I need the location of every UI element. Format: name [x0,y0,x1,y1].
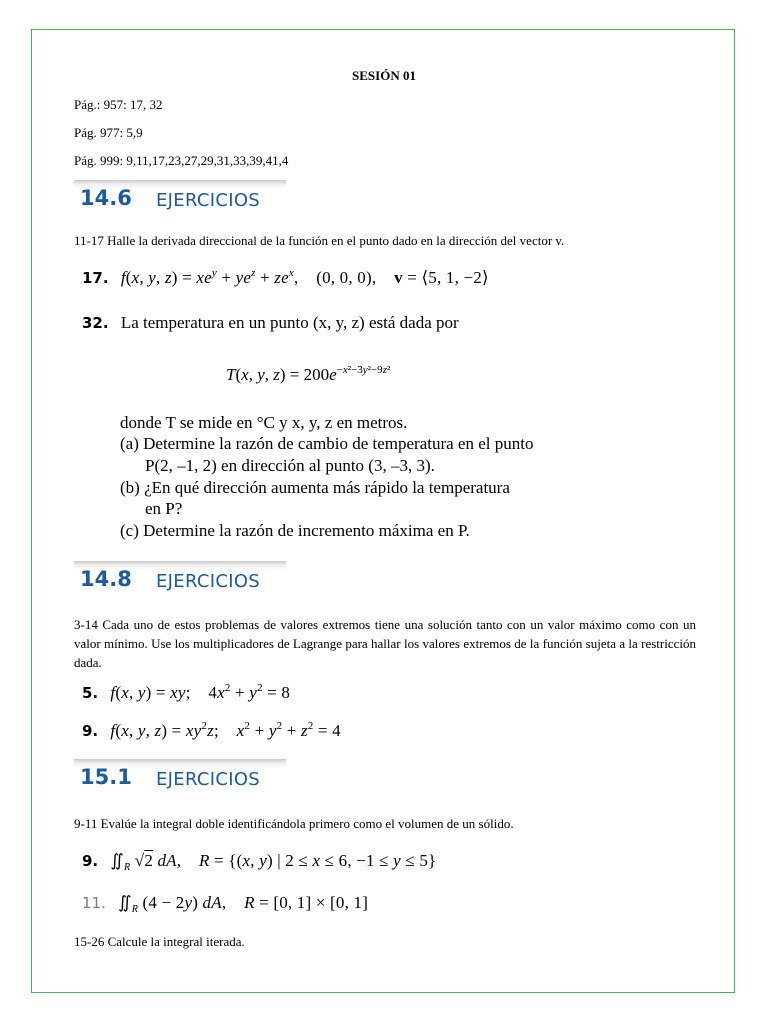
section-word: EJERCICIOS [156,571,261,592]
problem-17 [82,268,489,288]
page-ref-3: Pág. 999: 9,11,17,23,27,29,31,33,39,41,4 [74,153,289,168]
part-b-cont: en P? [145,499,183,518]
section-word: EJERCICIOS [156,769,261,790]
section-heading-15-1 [74,759,286,795]
problem-number: 5. [82,684,99,702]
page-ref-1: Pág.: 957: 17, 32 [74,97,163,112]
page-ref-2: Pág. 977: 5,9 [74,125,143,140]
instruction-14-6: 11-17 Halle la derivada direccional de la función en el punto dado en la dirección del vector v. [74,233,565,248]
instruction-14-8: 3-14 Cada uno de estos problemas de valores extremos tiene una solución tanto con un valor máximo como con un valor mínimo. Use los multiplicadores de Lagrange para hallar los valores extremos de la función sujeta a la restricción dada. [74,617,696,670]
section-number: 14.6 [80,186,132,210]
problem-number: 32. [82,314,109,332]
instruction-15-1: 9-11 Evalúe la integral doble identificándola primero como el volumen de un sólido. [74,816,514,831]
section-number: 15.1 [80,765,132,789]
problem-number: 9. [82,722,99,740]
problem-number: 17. [82,269,109,287]
problem-9-lagrange [82,721,341,741]
part-b: (b) ¿En qué dirección aumenta más rápido la temperatura [120,478,510,497]
problem-number: 11. [82,894,106,912]
part-a-cont: P(2, –1, 2) en dirección al punto (3, –3, 3). [145,456,435,475]
problem-expression: $∬_R$ (4 − 2y) dA, R = [0, 1] × [0, 1] [118,893,369,915]
part-a: (a) Determine la razón de cambio de temperatura en el punto [120,434,534,453]
problem-number: 9. [82,852,99,870]
section-number: 14.8 [80,567,132,591]
problem-expression: f(x, y, $z) = xy^2z$; $x^2 + y^2 + z^2 = 4$ [110,720,341,740]
problem-expression: f(x, y) = xy; $4x^2 + y^2 = 8$ [110,682,291,702]
problem-32-body: donde T se mide en °C y x, y, z en metros. [120,413,408,432]
problem-32 [82,313,459,333]
page-border [31,29,735,993]
problem-expression: f(x, y, $z) = xe^y + ye^z + ze^x$, (0, 0, 0), v = ⟨5, 1, −2⟩ [120,267,489,287]
problem-9-integral [82,851,436,871]
problem-5 [82,683,290,703]
section-heading-14-8 [74,561,286,597]
part-c: (c) Determine la razón de incremento máxima en P. [120,521,470,540]
instruction-iterated: 15-26 Calcule la integral iterada. [74,934,245,949]
section-heading-14-6 [74,180,286,216]
problem-intro: La temperatura en un punto (x, y, z) está dada por [120,313,459,332]
problem-expression: $∬_R$ √2 dA, R = {(x, y) | 2 ≤ x ≤ 6, −1 ≤ y ≤ 5} [110,851,437,873]
document-title: SESIÓN 01 [352,68,416,83]
temperature-formula: T(x, y, $z) = 200e^{-x^2-3y^2-9z^2}$ [226,364,391,384]
problem-11-integral [82,893,368,913]
section-word: EJERCICIOS [156,190,261,211]
